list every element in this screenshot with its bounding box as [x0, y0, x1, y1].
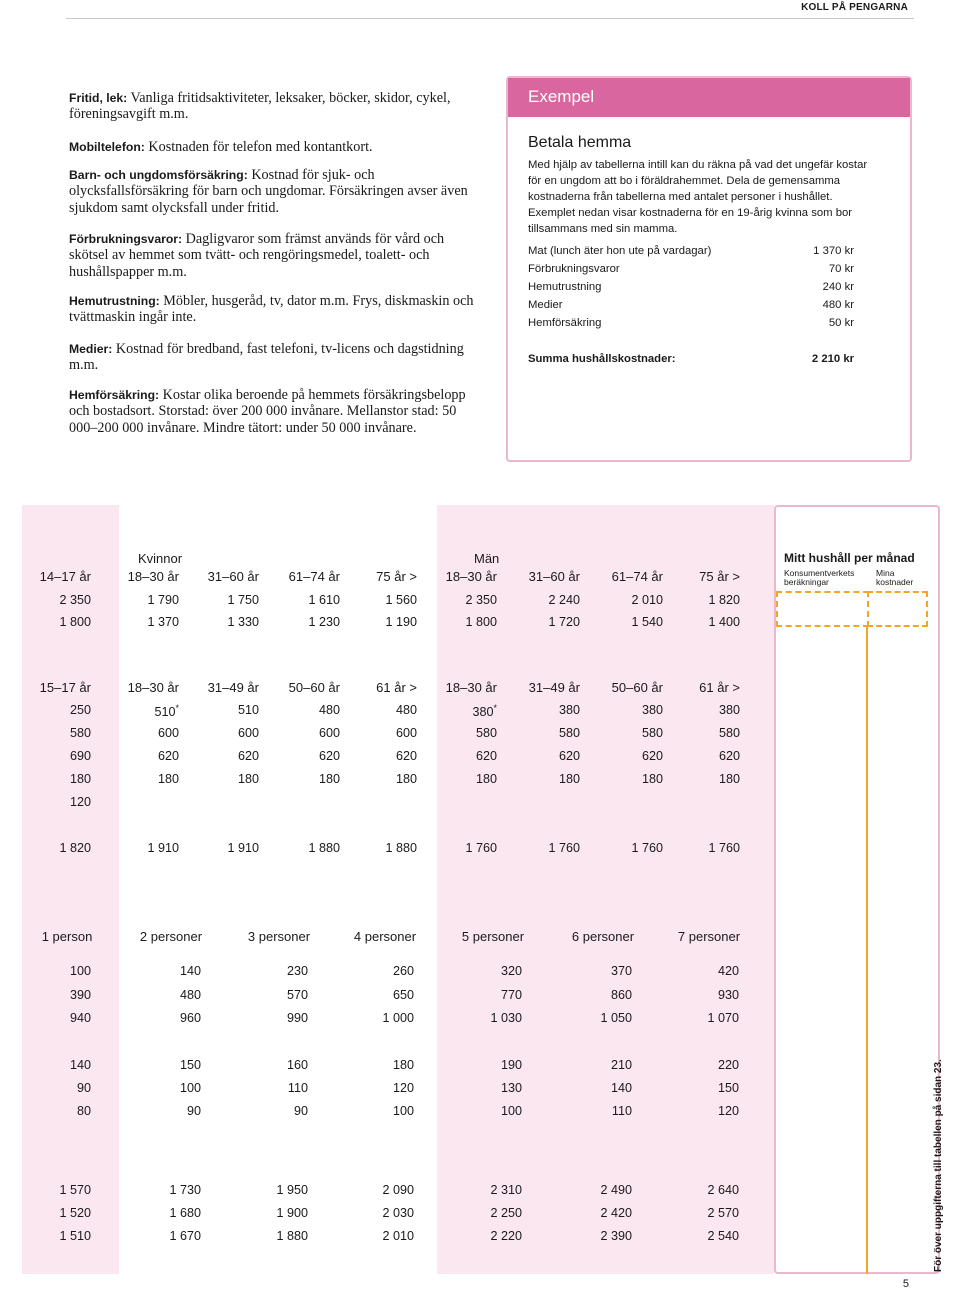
header-rule	[66, 18, 914, 19]
table-total-cell: 2 220	[490, 1229, 522, 1243]
table-cell: 620	[395, 749, 417, 763]
table-cell: 110	[287, 1081, 308, 1095]
definition-fritid	[69, 90, 474, 123]
table-cell: 1 000	[382, 1011, 414, 1025]
table-cell: 180	[237, 772, 259, 786]
table-cell: 600	[395, 726, 417, 740]
table-header: 18–30 år	[445, 680, 497, 695]
table-total-cell: 1 760	[465, 841, 497, 855]
table-cell: 180	[718, 772, 740, 786]
column-divider	[866, 627, 868, 1274]
table-cell: 510*	[154, 703, 179, 720]
table-cell: 1 800	[465, 615, 497, 629]
table-header: 61 år >	[376, 680, 417, 695]
table-cell: 180	[558, 772, 580, 786]
table-cell: 90	[76, 1081, 91, 1095]
table-cell: 1 030	[490, 1011, 522, 1025]
table-cell: 620	[558, 749, 580, 763]
table-total-cell: 2 640	[707, 1183, 739, 1197]
example-row-label: Medier	[528, 299, 563, 311]
table-total-cell: 1 680	[169, 1206, 201, 1220]
table-cell: 370	[610, 964, 632, 978]
table-cell: 390	[69, 988, 91, 1002]
table-total-cell: 1 670	[169, 1229, 201, 1243]
page-number: 5	[902, 1278, 909, 1290]
table-cell: 860	[610, 988, 632, 1002]
table-cell: 930	[717, 988, 739, 1002]
table-total-cell: 1 760	[708, 841, 740, 855]
table-cell: 940	[69, 1011, 91, 1025]
table-total-cell: 2 570	[707, 1206, 739, 1220]
definition-text: Kostnad för bredband, fast telefoni, tv-licens och dagstidning m.m.	[69, 341, 464, 374]
table-cell: 1 330	[227, 615, 259, 629]
definition-hemforsakring	[69, 387, 474, 436]
table-cell: 140	[179, 964, 201, 978]
table-cell: 1 720	[548, 615, 580, 629]
table-cell: 620	[475, 749, 497, 763]
table-cell: 90	[186, 1104, 201, 1118]
table-header: 3 personer	[247, 929, 311, 944]
example-row	[528, 263, 854, 281]
table-cell: 580	[475, 726, 497, 740]
table-cell: 380*	[472, 703, 497, 720]
definition-text: Dagligvaror som främst används för vård och skötsel av hemmet som tvätt- och rengöringsmedel, toalett- och hushållspapper m.m.	[69, 231, 445, 280]
table-header: 61 år >	[699, 680, 740, 695]
table-total-cell: 1 510	[59, 1229, 91, 1243]
table-total-cell: 2 420	[600, 1206, 632, 1220]
table-cell: 480	[179, 988, 201, 1002]
table-cell: 260	[392, 964, 414, 978]
table-header: 50–60 år	[611, 680, 663, 695]
table-cell: 180	[395, 772, 417, 786]
example-row-amount: 70 kr	[828, 263, 854, 275]
example-row	[528, 299, 854, 317]
table-cell: 600	[318, 726, 340, 740]
example-row-label: Hemförsäkring	[528, 317, 602, 329]
table-total-cell: 1 950	[276, 1183, 308, 1197]
agency-column-label: Konsumentverkets beräkningar	[784, 568, 855, 587]
table-cell: 1 190	[385, 615, 417, 629]
table-cell: 620	[718, 749, 740, 763]
table-cell: 180	[318, 772, 340, 786]
table-cell: 150	[717, 1081, 739, 1095]
table-cell: 480	[318, 703, 340, 717]
table-cell: 770	[500, 988, 522, 1002]
table-cell: 600	[157, 726, 179, 740]
example-total-amount: 2 210 kr	[811, 353, 854, 365]
table-header: 75 år >	[376, 569, 417, 584]
mine-column-label: Mina kostnader	[876, 568, 914, 587]
definition-text: Kostar olika beroende på hemmets försäkringsbelopp och bostadsort. Storstad: över 200 000 invånare. Mellanstor stad: 50 000–200 000 invånare. Mindre tätort: under 50 000 invånare.	[69, 387, 466, 436]
table-header: 6 personer	[571, 929, 635, 944]
footnote-marker: *	[493, 703, 497, 713]
table-header: 5 personer	[461, 929, 525, 944]
table-total-cell: 2 010	[382, 1229, 414, 1243]
table-header: 7 personer	[677, 929, 741, 944]
table-header: 18–30 år	[127, 569, 179, 584]
table-header: 14–17 år	[39, 569, 91, 584]
table-header: 31–49 år	[207, 680, 259, 695]
example-row-label: Förbrukningsvaror	[528, 263, 620, 275]
table-cell: 1 820	[708, 593, 740, 607]
table-total-cell: 2 090	[382, 1183, 414, 1197]
table-cell: 130	[500, 1081, 522, 1095]
table-cell: 960	[179, 1011, 201, 1025]
table-total-cell: 1 910	[227, 841, 259, 855]
table-cell: 620	[641, 749, 663, 763]
table-cell: 320	[500, 964, 522, 978]
table-cell: 100	[179, 1081, 201, 1095]
table-total-cell: 2 490	[600, 1183, 632, 1197]
footnote-marker: *	[175, 703, 179, 713]
table-cell: 140	[610, 1081, 632, 1095]
table-cell: 2 350	[59, 593, 91, 607]
table-cell: 1 370	[147, 615, 179, 629]
table-total-cell: 1 880	[276, 1229, 308, 1243]
table-cell: 140	[69, 1058, 91, 1072]
table-cell: 2 010	[631, 593, 663, 607]
table-cell: 620	[237, 749, 259, 763]
definition-text: Kostnaden för telefon med kontantkort.	[144, 139, 373, 155]
table-total-cell: 2 390	[600, 1229, 632, 1243]
definition-text: Kostnad för sjuk- och olycksfallsförsäkring för barn och ungdomar. Försäkringen avser även sjukdom samt olycksfall under fritid.	[69, 167, 468, 216]
example-intro: Med hjälp av tabellerna intill kan du räkna på vad det ungefär kostar för en ungdom att bo i föräldrahemmet. Dela de gemensamma kostnaderna från tabellerna med antalet personer i hushållet. Exemplet nedan visar kostnaderna för en 19-årig kvinna som bor tillsammans med sin mamma.	[528, 159, 868, 235]
table-header: 2 personer	[139, 929, 203, 944]
table-cell: 620	[157, 749, 179, 763]
table-cell: 1 790	[147, 593, 179, 607]
table-header: 18–30 år	[127, 680, 179, 695]
table-total-cell: 1 900	[276, 1206, 308, 1220]
definition-text: Vanliga fritidsaktiviteter, leksaker, böcker, skidor, cykel, föreningsavgift m.m.	[69, 90, 451, 123]
table-cell: 650	[392, 988, 414, 1002]
agency-input-box[interactable]	[776, 591, 869, 627]
table-total-cell: 2 030	[382, 1206, 414, 1220]
table-cell: 1 050	[600, 1011, 632, 1025]
table-cell: 100	[392, 1104, 414, 1118]
example-row	[528, 281, 854, 299]
table-cell: 180	[69, 772, 91, 786]
table-total-cell: 1 730	[169, 1183, 201, 1197]
table-cell: 380	[641, 703, 663, 717]
table-cell: 190	[500, 1058, 522, 1072]
table-cell: 620	[318, 749, 340, 763]
table-cell: 100	[69, 964, 91, 978]
table-total-cell: 1 570	[59, 1183, 91, 1197]
table-cell: 1 800	[59, 615, 91, 629]
section-tag: KOLL PÅ PENGARNA	[801, 2, 908, 13]
table-total-cell: 1 820	[59, 841, 91, 855]
example-row-label: Mat (lunch äter hon ute på vardagar)	[528, 245, 712, 257]
example-total-label: Summa hushållskostnader:	[528, 353, 676, 365]
table-total-cell: 1 880	[308, 841, 340, 855]
table-cell: 1 400	[708, 615, 740, 629]
table-header: 61–74 år	[611, 569, 663, 584]
table-cell: 100	[500, 1104, 522, 1118]
table-header: 31–60 år	[528, 569, 580, 584]
definition-text: Möbler, husgeråd, tv, dator m.m. Frys, diskmaskin och tvättmaskin ingår inte.	[69, 293, 474, 326]
example-row-label: Hemutrustning	[528, 281, 602, 293]
table-cell: 160	[286, 1058, 308, 1072]
definition-term: Barn- och ungdomsförsäkring:	[69, 168, 248, 182]
table-cell: 690	[69, 749, 91, 763]
definition-term: Hemutrustning:	[69, 294, 160, 308]
definition-hemutrustning	[69, 293, 474, 326]
table-cell: 990	[286, 1011, 308, 1025]
table-cell: 180	[641, 772, 663, 786]
table-cell: 380	[558, 703, 580, 717]
table-cell: 480	[395, 703, 417, 717]
table-total-cell: 2 310	[490, 1183, 522, 1197]
table-cell: 150	[179, 1058, 201, 1072]
table-header: 31–60 år	[207, 569, 259, 584]
table-cell: 110	[611, 1104, 632, 1118]
table-cell: 180	[157, 772, 179, 786]
table-header: 61–74 år	[288, 569, 340, 584]
table-total-cell: 1 760	[548, 841, 580, 855]
group-women-label: Kvinnor	[138, 551, 183, 566]
definition-medier	[69, 341, 474, 374]
table-total-cell: 2 540	[707, 1229, 739, 1243]
table-header: 18–30 år	[445, 569, 497, 584]
table-total-cell: 2 250	[490, 1206, 522, 1220]
group-men-label: Män	[474, 551, 500, 566]
table-cell: 600	[237, 726, 259, 740]
table-total-cell: 1 760	[631, 841, 663, 855]
table-header: 1 person	[41, 929, 93, 944]
table-cell: 120	[392, 1081, 414, 1095]
table-cell: 220	[717, 1058, 739, 1072]
table-cell: 180	[475, 772, 497, 786]
table-cell: 1 230	[308, 615, 340, 629]
definition-mobiltelefon	[69, 139, 474, 155]
table-total-cell: 1 520	[59, 1206, 91, 1220]
example-box	[506, 76, 912, 462]
table-cell: 1 560	[385, 593, 417, 607]
example-row	[528, 317, 854, 335]
table-header: 75 år >	[699, 569, 740, 584]
table-cell: 1 070	[707, 1011, 739, 1025]
side-note: För över uppgifterna till tabellen på sidan 23.	[933, 1059, 944, 1272]
table-cell: 2 240	[548, 593, 580, 607]
example-row-amount: 240 kr	[822, 281, 854, 293]
table-cell: 510	[237, 703, 259, 717]
table-total-cell: 1 910	[147, 841, 179, 855]
table-cell: 1 750	[227, 593, 259, 607]
definition-forsakring	[69, 167, 474, 216]
table-cell: 1 610	[308, 593, 340, 607]
table-cell: 80	[76, 1104, 91, 1118]
table-cell: 580	[558, 726, 580, 740]
table-cell: 2 350	[465, 593, 497, 607]
table-header: 15–17 år	[39, 680, 91, 695]
example-header	[508, 78, 910, 117]
table-total-cell: 1 880	[385, 841, 417, 855]
mine-input-box[interactable]	[867, 591, 928, 627]
table-cell: 230	[286, 964, 308, 978]
example-row-amount: 1 370 kr	[813, 245, 854, 257]
definition-forbrukningsvaror	[69, 231, 474, 280]
example-row	[528, 245, 854, 263]
example-row-amount: 50 kr	[828, 317, 854, 329]
table-cell: 1 540	[631, 615, 663, 629]
definition-term: Fritid, lek:	[69, 91, 128, 105]
table-cell: 120	[717, 1104, 739, 1118]
my-household-title: Mitt hushåll per månad	[784, 551, 915, 565]
table-cell: 250	[69, 703, 91, 717]
table-cell: 120	[69, 795, 91, 809]
table-cell: 580	[718, 726, 740, 740]
table-cell: 420	[717, 964, 739, 978]
example-row-amount: 480 kr	[822, 299, 854, 311]
table-cell: 90	[293, 1104, 308, 1118]
table-header: 50–60 år	[288, 680, 340, 695]
table-cell: 580	[641, 726, 663, 740]
table-cell: 580	[69, 726, 91, 740]
table-cell: 180	[392, 1058, 414, 1072]
table-cell: 210	[610, 1058, 632, 1072]
table-header: 4 personer	[353, 929, 417, 944]
example-total-row	[528, 353, 854, 371]
table-cell: 380	[718, 703, 740, 717]
definition-term: Medier:	[69, 342, 113, 356]
definition-term: Mobiltelefon:	[69, 140, 145, 154]
definition-term: Hemförsäkring:	[69, 388, 160, 402]
table-header: 31–49 år	[528, 680, 580, 695]
definition-term: Förbrukningsvaror:	[69, 232, 183, 246]
example-title: Betala hemma	[528, 134, 632, 151]
example-header-label: Exempel	[528, 87, 595, 106]
table-cell: 570	[286, 988, 308, 1002]
